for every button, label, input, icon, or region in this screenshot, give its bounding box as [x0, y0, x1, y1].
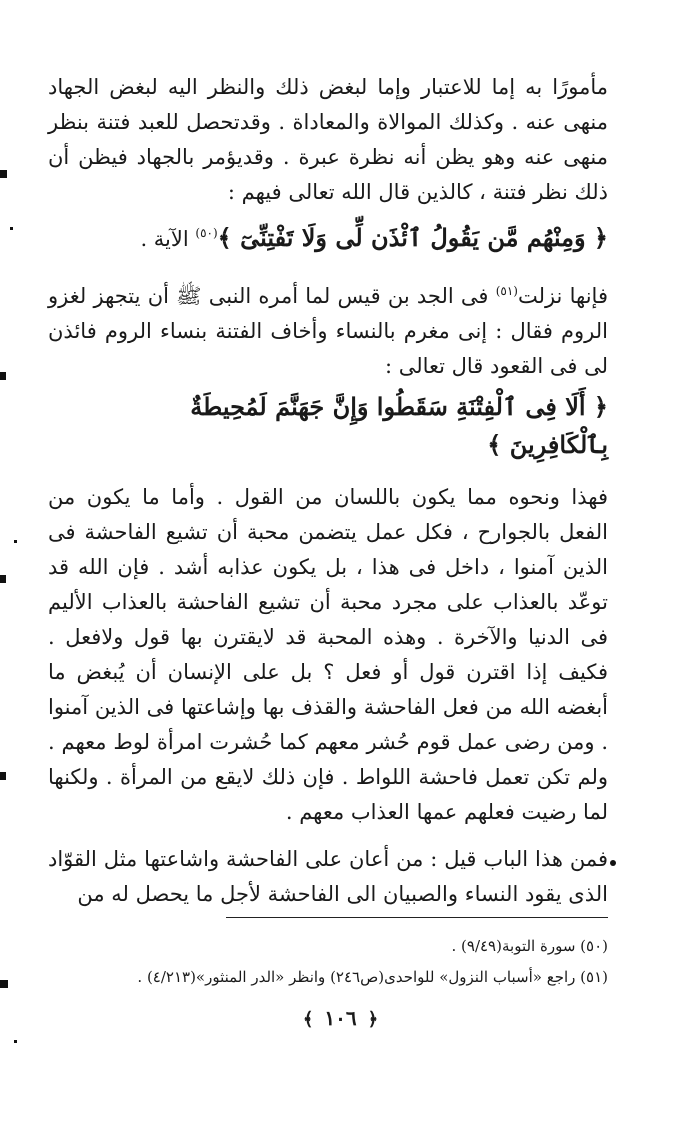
quran-verse-2-line-1: ﴿ أَلَا فِى ٱلْفِتْنَةِ سَقَطُوا وَإِنَّ جَهَنَّمَ لَمُحِيطَةٌ [190, 392, 608, 421]
footnote-divider [226, 917, 608, 918]
verse-tail: الآية . [140, 227, 196, 251]
paragraph-1: مأمورًا به إما للاعتبار وإما لبغض ذلك والنظر اليه لبغض الجهاد منهى عنه . وكذلك الموالاة والمعاداة . وقدتحصل للعبد فتنة بنظر منهى عنه وهو يظن أنه نظرة عبرة . وقديؤمر بالجهاد فيظن أن ذلك نظر فتنة ، كالذين قال الله تعالى فيهم : [48, 75, 608, 204]
footnote-ref-50: (٥٠) [195, 226, 218, 240]
scan-mark [0, 372, 6, 380]
scan-mark [14, 540, 17, 543]
footnote-50: (٥٠) سورة التوبة(٩/٤٩) . [451, 937, 608, 955]
paragraph-2-rest: فى الجد بن قيس لما أمره النبى ﷺ أن يتجهز لغزو الروم فقال : إنى مغرم بالنساء وأخاف الفتنة بنساء الروم فائذن لى فى القعود قال تعالى : [48, 284, 608, 378]
scan-mark [14, 1040, 17, 1043]
scan-mark [0, 575, 6, 583]
quran-verse-1 [48, 214, 608, 258]
paragraph-4: فمن هذا الباب قيل : من أعان على الفاحشة واشاعتها مثل القوّاد الذى يقود النساء والصبيان الى الفاحشة لأجل ما يحصل له من [48, 847, 608, 906]
paragraph-3: فهذا ونحوه مما يكون باللسان من القول . وأما ما يكون من الفعل بالجوارح ، فكل عمل يتضمن محبة أن تشيع الفاحشة فى الذين آمنوا ، داخل فى هذا ، بل يكون عذابه أشد . فإن الله قد توعّد بالعذاب على مجرد محبة أن تشيع الفاحشة بالعذاب الأليم فى الدنيا والآخرة . وهذه المحبة قد لايقترن بها قول ولافعل . فكيف إذا اقترن قول أو فعل ؟ بل على الإنسان أن يُبغض ما أبغضه الله من فعل الفاحشة والقذف بها وإشاعتها فى الذين آمنوا . ومن رضى عمل قوم حُشر معهم كما حُشرت امرأة لوط معهم . ولم تكن تعمل فاحشة اللواط . فإن ذلك لايقع من المرأة . ولكنها لما رضيت فعلهم عمها العذاب معهم . [48, 485, 608, 824]
paragraph-2-start: فإنها نزلت [517, 284, 608, 308]
scan-mark [10, 227, 13, 230]
page-number-ornament-left: ﴾ [302, 1009, 314, 1030]
page-number-value: ١٠٦ [324, 1006, 357, 1030]
footnote-51: (٥١) راجع «أسباب النزول» للواحدى(ص٢٤٦) وانظر «الدر المنثور»(٤/٢١٣) . [137, 968, 608, 986]
scan-mark [0, 980, 8, 988]
page-number-ornament-right: ﴿ [367, 1009, 379, 1030]
scan-mark [0, 772, 6, 780]
quran-verse-2-line-2: بِٱلْكَافِرِينَ ﴾ [487, 430, 608, 459]
scan-mark [0, 170, 7, 178]
scan-mark [610, 860, 616, 866]
footnote-ref-51: (٥١) [495, 284, 518, 298]
verse-text: ﴿ وَمِنْهُم مَّن يَقُولُ ٱئْذَن لِّى وَلَا تَفْتِنِّىٓ ﴾ [217, 223, 608, 252]
page-body [48, 70, 608, 912]
page-number [0, 1006, 681, 1030]
paragraph-2 [48, 274, 608, 384]
